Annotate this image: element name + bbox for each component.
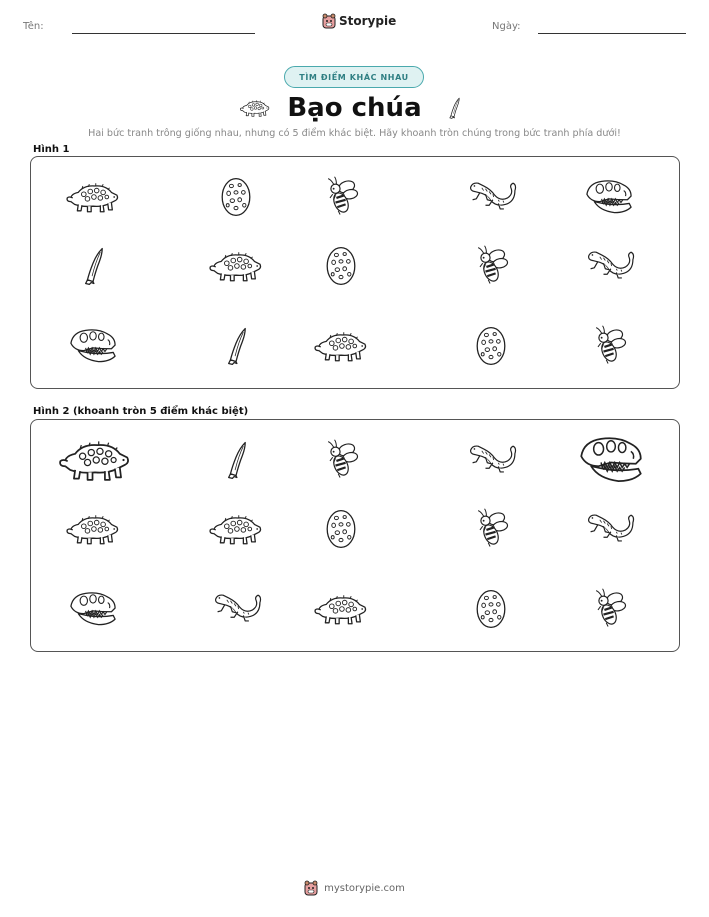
ankylosaurus-icon bbox=[65, 506, 121, 552]
egg-icon bbox=[463, 323, 519, 369]
storypie-bear-icon bbox=[322, 13, 336, 29]
picture-2-label: Hình 2 (khoanh tròn 5 điểm khác biệt) bbox=[33, 406, 249, 417]
page-title: Bạo chúa bbox=[287, 93, 422, 123]
picture-2-cell-r3-c1[interactable] bbox=[65, 586, 121, 632]
lizard-icon bbox=[463, 174, 519, 220]
picture-2-cell-r2-c3[interactable] bbox=[313, 506, 369, 552]
picture-1-cell-r3-c2 bbox=[208, 323, 264, 369]
picture-2-panel[interactable] bbox=[30, 419, 680, 652]
picture-2-cell-r2-c1[interactable] bbox=[65, 506, 121, 552]
picture-2-cell-r3-c5[interactable] bbox=[581, 586, 637, 632]
activity-badge: TÌM ĐIỂM KHÁC NHAU bbox=[284, 66, 424, 88]
egg-icon bbox=[313, 243, 369, 289]
trex-skull-icon bbox=[65, 323, 121, 369]
lizard-icon bbox=[208, 586, 264, 632]
bee-icon bbox=[463, 506, 519, 552]
brand-name: Storypie bbox=[339, 14, 397, 28]
picture-2-cell-r3-c3[interactable] bbox=[313, 586, 369, 632]
picture-1-label: Hình 1 bbox=[33, 144, 70, 155]
claw-icon bbox=[208, 323, 264, 369]
picture-2-cell-r2-c5[interactable] bbox=[581, 506, 637, 552]
bee-icon bbox=[313, 174, 369, 220]
bee-icon bbox=[463, 243, 519, 289]
picture-2-cell-r1-c2[interactable] bbox=[208, 437, 264, 483]
bee-icon bbox=[581, 323, 637, 369]
egg-icon bbox=[208, 174, 264, 220]
picture-1-cell-r2-c2 bbox=[208, 243, 264, 289]
claw-icon bbox=[65, 243, 121, 289]
date-line[interactable] bbox=[538, 33, 686, 34]
lizard-icon bbox=[581, 243, 637, 289]
trex-skull-icon bbox=[573, 429, 649, 491]
bee-icon bbox=[581, 586, 637, 632]
footer-url: mystorypie.com bbox=[324, 882, 405, 894]
picture-1-cell-r2-c5 bbox=[581, 243, 637, 289]
picture-1-cell-r2-c3 bbox=[313, 243, 369, 289]
date-label: Ngày: bbox=[492, 21, 521, 32]
picture-2-cell-r1-c4[interactable] bbox=[463, 437, 519, 483]
picture-2-cell-r3-c2[interactable] bbox=[208, 586, 264, 632]
picture-1-cell-r2-c4 bbox=[463, 243, 519, 289]
picture-1-cell-r1-c5 bbox=[581, 174, 637, 220]
picture-2-cell-r1-c3[interactable] bbox=[313, 437, 369, 483]
bee-icon bbox=[313, 437, 369, 483]
ankylosaurus-icon bbox=[313, 586, 369, 632]
picture-1-cell-r3-c3 bbox=[313, 323, 369, 369]
lizard-icon bbox=[463, 437, 519, 483]
claw-icon bbox=[438, 95, 470, 121]
picture-1-panel bbox=[30, 156, 680, 389]
trex-skull-icon bbox=[65, 586, 121, 632]
ankylosaurus-icon bbox=[239, 95, 271, 121]
ankylosaurus-icon bbox=[208, 506, 264, 552]
ankylosaurus-icon bbox=[65, 174, 121, 220]
ankylosaurus-icon bbox=[208, 243, 264, 289]
picture-1-cell-r3-c4 bbox=[463, 323, 519, 369]
name-line[interactable] bbox=[72, 33, 255, 34]
picture-2-cell-r1-c1[interactable] bbox=[57, 429, 133, 491]
picture-1-cell-r1-c3 bbox=[313, 174, 369, 220]
storypie-bear-icon bbox=[304, 880, 318, 896]
name-label: Tên: bbox=[23, 21, 44, 32]
picture-1-cell-r2-c1 bbox=[65, 243, 121, 289]
picture-2-cell-r1-c5[interactable] bbox=[573, 429, 649, 491]
egg-icon bbox=[463, 586, 519, 632]
instructions: Hai bức tranh trông giống nhau, nhưng có 5 điểm khác biệt. Hãy khoanh tròn chúng trong bức tranh phía dưới! bbox=[88, 128, 621, 139]
brand-logo bbox=[322, 13, 396, 29]
egg-icon bbox=[313, 506, 369, 552]
picture-1-cell-r1-c2 bbox=[208, 174, 264, 220]
title-row bbox=[0, 91, 709, 125]
picture-1-cell-r3-c5 bbox=[581, 323, 637, 369]
picture-1-cell-r3-c1 bbox=[65, 323, 121, 369]
trex-skull-icon bbox=[581, 174, 637, 220]
picture-1-cell-r1-c4 bbox=[463, 174, 519, 220]
picture-2-cell-r2-c4[interactable] bbox=[463, 506, 519, 552]
ankylosaurus-icon bbox=[57, 429, 133, 491]
picture-2-cell-r3-c4[interactable] bbox=[463, 586, 519, 632]
ankylosaurus-icon bbox=[313, 323, 369, 369]
lizard-icon bbox=[581, 506, 637, 552]
picture-1-cell-r1-c1 bbox=[65, 174, 121, 220]
footer bbox=[0, 880, 709, 896]
picture-2-cell-r2-c2[interactable] bbox=[208, 506, 264, 552]
claw-icon bbox=[208, 437, 264, 483]
